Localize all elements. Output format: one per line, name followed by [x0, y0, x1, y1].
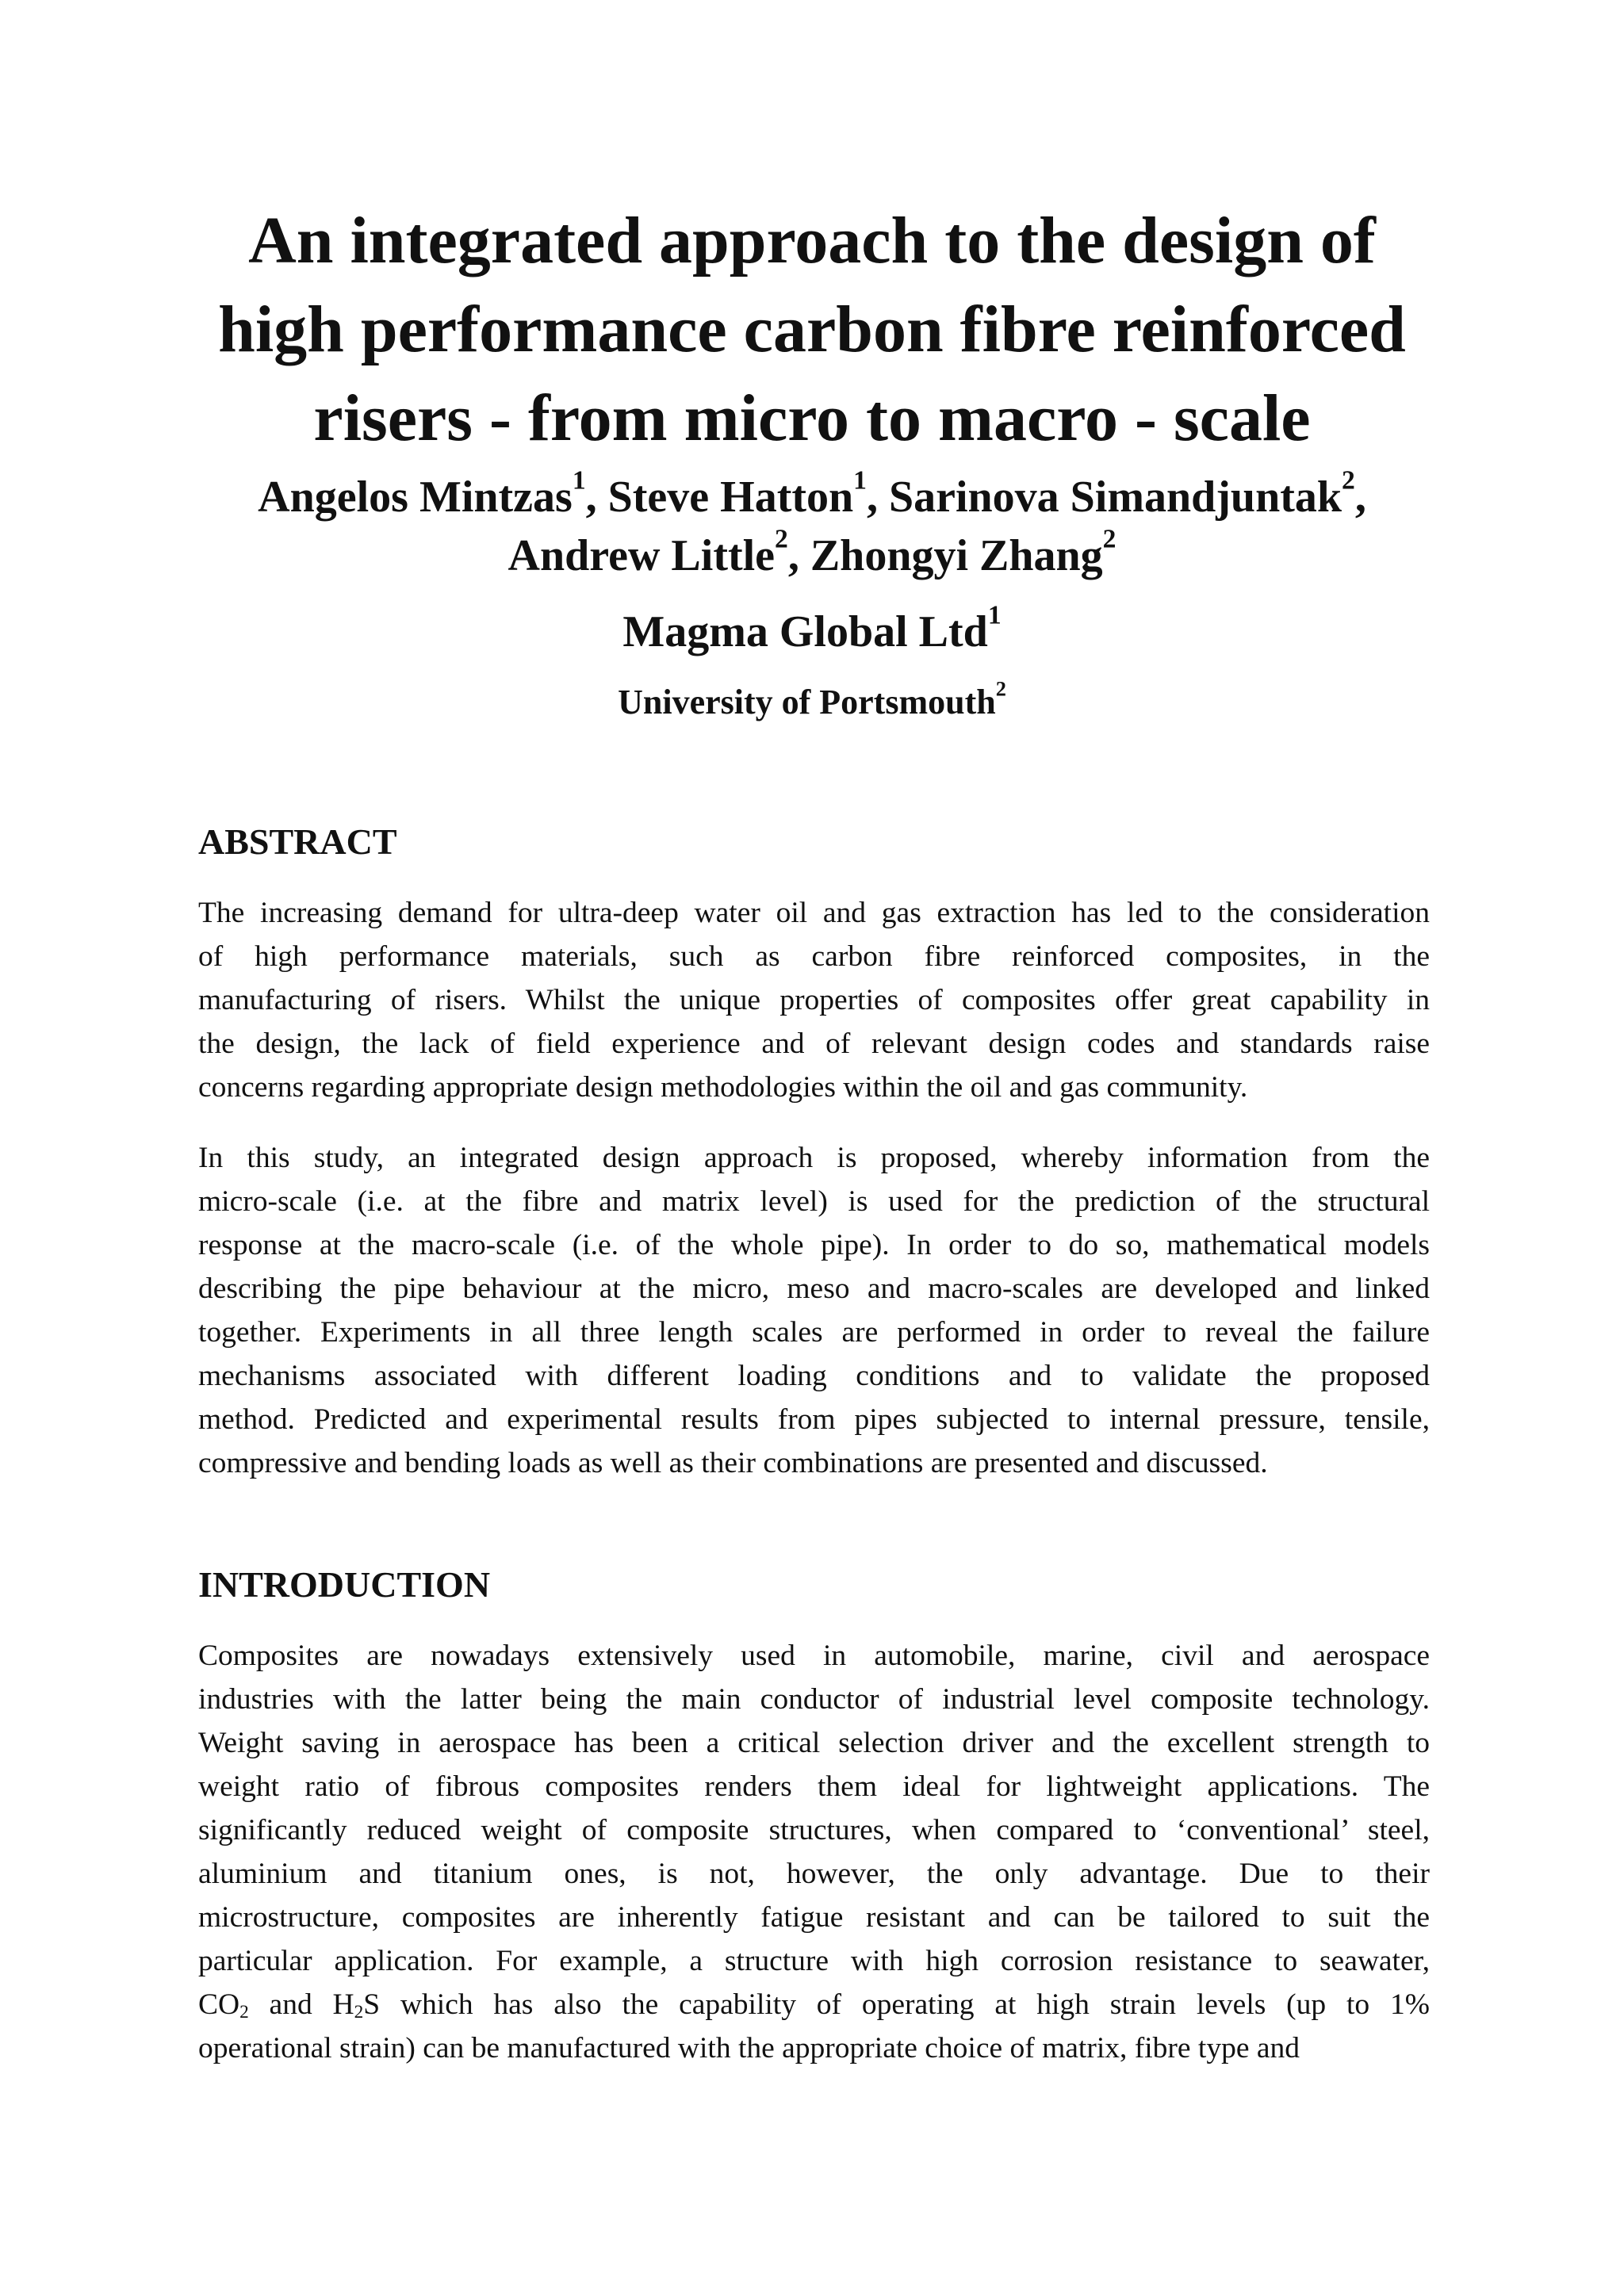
text-line: microstructure, composites are inherently fatigue resistant and can be tailored to suit the — [198, 1901, 1430, 1934]
text-line: The increasing demand for ultra-deep water oil and gas extraction has led to the consideration — [198, 897, 1430, 929]
abstract-heading: ABSTRACT — [198, 821, 397, 862]
subscript: 2 — [354, 2002, 364, 2023]
author-name: Andrew Little — [508, 531, 776, 580]
text-line: mechanisms associated with different loading conditions and to validate the proposed — [198, 1360, 1430, 1392]
affiliation-marker: 2 — [1342, 465, 1355, 496]
author-line — [119, 465, 1505, 526]
text-line: manufacturing of risers. Whilst the unique properties of composites offer great capability in — [198, 984, 1430, 1016]
affiliation-marker: 2 — [1102, 524, 1116, 554]
affiliation-marker: 2 — [775, 524, 788, 554]
title-line: risers - from micro to macro - scale — [313, 381, 1311, 455]
author-name: Sarinova Simandjuntak — [888, 473, 1342, 522]
subscript: 2 — [239, 2002, 249, 2023]
text-line: significantly reduced weight of composite structures, when compared to ‘conventional’ steel, — [198, 1814, 1430, 1846]
author-name: Angelos Mintzas — [258, 473, 573, 522]
text-line: micro-scale (i.e. at the fibre and matrix level) is used for the prediction of the structural — [198, 1185, 1430, 1218]
title-line: An integrated approach to the design of — [248, 204, 1376, 277]
text-line: describing the pipe behaviour at the micro, meso and macro-scales are developed and linked — [198, 1272, 1430, 1305]
text-line: of high performance materials, such as carbon fibre reinforced composites, in the — [198, 940, 1430, 973]
separator: , — [1354, 473, 1366, 522]
chemical-formula: S — [363, 1988, 381, 2021]
affiliation-marker: 1 — [987, 600, 1002, 630]
text-line: industries with the latter being the main conductor of industrial level composite technology. — [198, 1683, 1430, 1716]
introduction-paragraph-1 — [198, 1634, 1430, 2070]
author-name: Zhongyi Zhang — [810, 531, 1103, 580]
text-fragment: and — [248, 1988, 333, 2021]
affiliation-name: University of Portsmouth — [618, 683, 996, 721]
text-line: In this study, an integrated design approach is proposed, whereby information from the — [198, 1142, 1430, 1174]
separator: , — [585, 473, 608, 522]
text-line-chemical — [198, 1983, 1430, 2026]
text-line: response at the macro-scale (i.e. of the whole pipe). In order to do so, mathematical models — [198, 1229, 1430, 1261]
text-line: Weight saving in aerospace has been a critical selection driver and the excellent strength to — [198, 1727, 1430, 1759]
text-line: weight ratio of fibrous composites renders them ideal for lightweight applications. The — [198, 1770, 1430, 1803]
text-line: concerns regarding appropriate design methodologies within the oil and gas community. — [198, 1071, 1248, 1104]
chemical-formula: H — [332, 1988, 354, 2021]
affiliation-1 — [119, 600, 1505, 660]
text-line: compressive and bending loads as well as their combinations are presented and discussed. — [198, 1447, 1268, 1479]
text-line: particular application. For example, a structure with high corrosion resistance to seawater, — [198, 1945, 1430, 1977]
affiliation-marker: 1 — [572, 465, 586, 496]
abstract-paragraph-1 — [198, 891, 1430, 1109]
author-name: Steve Hatton — [607, 473, 854, 522]
text-line: method. Predicted and experimental results from pipes subjected to internal pressure, tensile, — [198, 1403, 1430, 1436]
chemical-formula: CO — [198, 1988, 240, 2021]
separator: , — [866, 473, 889, 522]
affiliation-name: Magma Global Ltd — [622, 607, 988, 656]
introduction-heading: INTRODUCTION — [198, 1564, 491, 1605]
title-line: high performance carbon fibre reinforced — [218, 293, 1406, 366]
text-line: aluminium and titanium ones, is not, however, the only advantage. Due to their — [198, 1858, 1430, 1890]
affiliation-marker: 2 — [995, 676, 1006, 701]
separator: , — [787, 531, 810, 580]
text-line: the design, the lack of field experience and of relevant design codes and standards raise — [198, 1027, 1430, 1060]
affiliation-2 — [119, 676, 1505, 726]
paper-title — [119, 197, 1505, 463]
text-fragment: which has also the capability of operating at high strain levels (up to 1% — [380, 1988, 1430, 2021]
text-line: Composites are nowadays extensively used in automobile, marine, civil and aerospace — [198, 1640, 1430, 1672]
abstract-paragraph-2 — [198, 1136, 1430, 1485]
author-list — [119, 465, 1505, 585]
author-line — [119, 526, 1505, 585]
text-line: operational strain) can be manufactured with the appropriate choice of matrix, fibre type and — [198, 2032, 1300, 2064]
text-line: together. Experiments in all three length scales are performed in order to reveal the failure — [198, 1316, 1430, 1349]
affiliation-marker: 1 — [853, 465, 867, 496]
